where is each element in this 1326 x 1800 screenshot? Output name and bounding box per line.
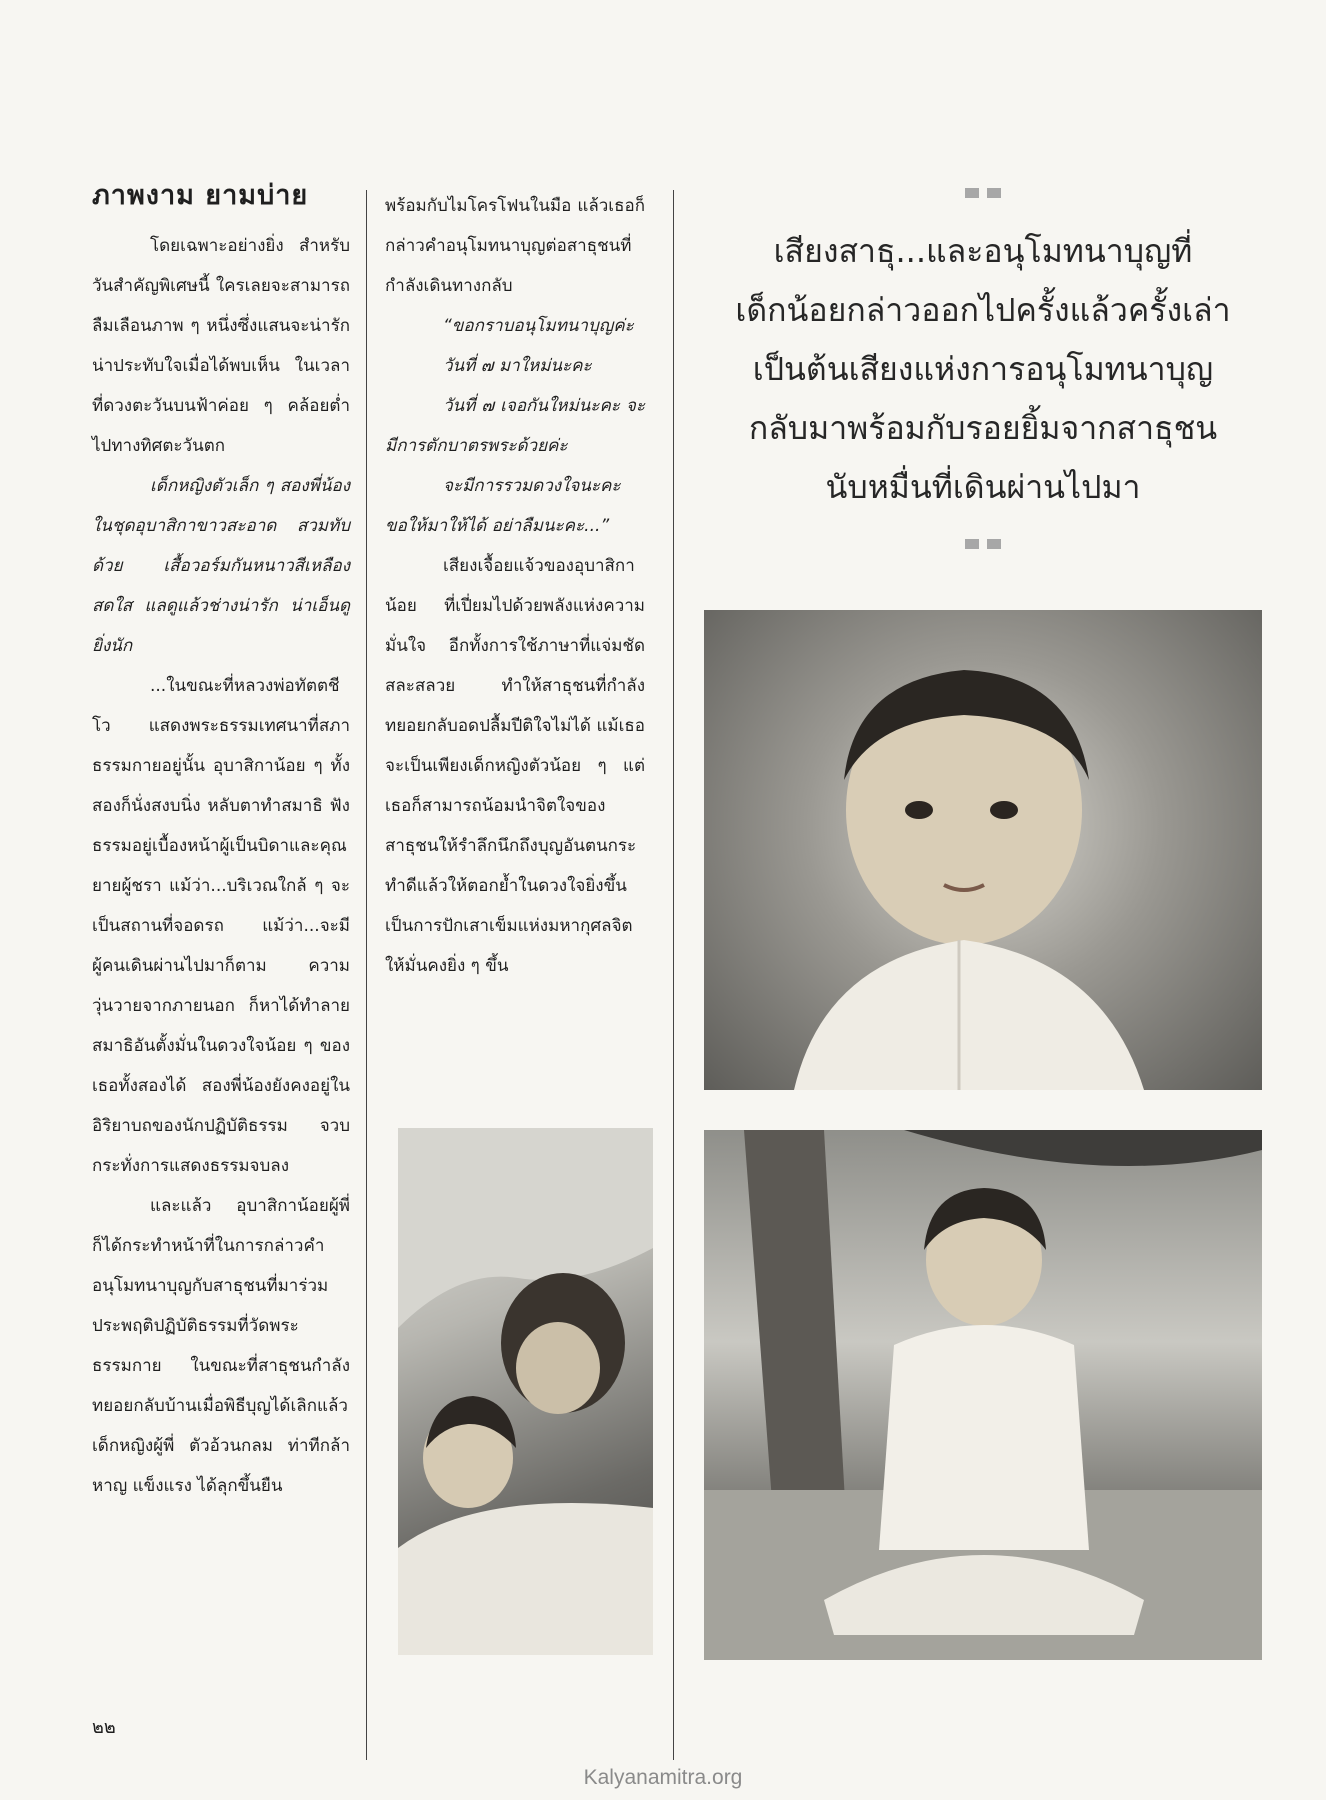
pull-quote-text: เสียงสาธุ...และอนุโมทนาบุญที่ เด็กน้อยกล่าวออกไปครั้งแล้วครั้งเล่า เป็นต้นเสียงแห่งการอนุโมทนาบุญ กลับมาพร้อมกับรอยยิ้มจากสาธุชน นับหมื่นที่เดินผ่านไปมา (735, 232, 1231, 506)
square-ornament-icon (987, 188, 1001, 198)
body-paragraph: เด็กหญิงตัวเล็ก ๆ สองพี่น้องในชุดอุบาสิกาขาวสะอาด สวมทับด้วย เสื้อวอร์มกันหนาวสีเหลืองสดใส แลดูแล้วช่างน่ารัก น่าเอ็นดูยิ่งนัก (92, 476, 350, 657)
photo-mother-and-child (398, 1128, 653, 1655)
section-title: ภาพงาม ยามบ่าย (92, 180, 309, 211)
ornament-top (683, 188, 1283, 198)
body-paragraph: โดยเฉพาะอย่างยิ่ง สำหรับวันสำคัญพิเศษนี้ ใครเลยจะสามารถลืมเลือนภาพ ๆ หนึ่งซึ่งแสนจะน่ารัก น่าประทับใจเมื่อได้พบเห็น ในเวลาที่ดวงตะวันบนฟ้าค่อย ๆ คล้อยต่ำไปทางทิศตะวันตก (92, 236, 350, 457)
body-paragraph: เสียงเจื้อยแจ้วของอุบาสิกาน้อย ที่เปี่ยมไปด้วยพลังแห่งความมั่นใจ อีกทั้งการใช้ภาษาที่แจ่มชัด สละสลวย ทำให้สาธุชนที่กำลังทยอยกลับอดปลื้มปีติใจไม่ได้ แม้เธอจะเป็นเพียงเด็กหญิงตัวน้อย ๆ แต่เธอก็สามารถน้อมนำจิตใจของสาธุชนให้รำลึกนึกถึงบุญอันตนกระทำดีแล้วให้ตอกย้ำในดวงใจยิ่งขึ้น เป็นการปักเสาเข็มแห่งมหากุศลจิตให้มั่นคงยิ่ง ๆ ขึ้น (385, 556, 645, 976)
quote-line: วันที่ ๗ มาใหม่นะคะ (443, 356, 592, 376)
page-number: ๒๒ (92, 1717, 116, 1738)
quote-line: จะมีการรวมดวงใจนะคะ ขอให้มาให้ได้ อย่าลืมนะคะ...” (385, 476, 621, 536)
left-column (92, 180, 350, 1506)
middle-column (385, 186, 645, 986)
body-paragraph: และแล้ว อุบาสิกาน้อยผู้พี่ ก็ได้กระทำหน้าที่ในการกล่าวคำอนุโมทนาบุญกับสาธุชนที่มาร่วมประพฤติปฏิบัติธรรมที่วัดพระธรรมกาย ในขณะที่สาธุชนกำลังทยอยกลับบ้านเมื่อพิธีบุญได้เลิกแล้ว เด็กหญิงผู้พี่ ตัวอ้วนกลม ท่าทีกล้าหาญ แข็งแรง ได้ลุกขึ้นยืน (92, 1196, 350, 1497)
square-ornament-icon (965, 539, 979, 549)
quote-line: “ขอกราบอนุโมทนาบุญค่ะ (443, 316, 634, 336)
quote-line: วันที่ ๗ เจอกันใหม่นะคะ จะมีการตักบาตรพระด้วยค่ะ (385, 396, 645, 456)
column-divider (673, 190, 674, 1760)
body-paragraph: พร้อมกับไมโครโฟนในมือ แล้วเธอก็กล่าวคำอนุโมทนาบุญต่อสาธุชนที่กำลังเดินทางกลับ (385, 196, 645, 296)
photo-child-meditating (704, 1130, 1262, 1660)
pull-quote (683, 188, 1283, 549)
body-paragraph: ...ในขณะที่หลวงพ่อทัตตชีโว แสดงพระธรรมเทศนาที่สภาธรรมกายอยู่นั้น อุบาสิกาน้อย ๆ ทั้งสองก็นั่งสงบนิ่ง หลับตาทำสมาธิ ฟังธรรมอยู่เบื้องหน้าผู้เป็นบิดาและคุณยายผู้ชรา แม้ว่า...บริเวณใกล้ ๆ จะเป็นสถานที่จอดรถ แม้ว่า...จะมีผู้คนเดินผ่านไปมาก็ตาม ความวุ่นวายจากภายนอก ก็หาได้ทำลายสมาธิอันตั้งมั่นในดวงใจน้อย ๆ ของเธอทั้งสองได้ สองพี่น้องยังคงอยู่ในอิริยาบถของนักปฏิบัติธรรม จวบกระทั่งการแสดงธรรมจบลง (92, 676, 350, 1177)
photo-child-portrait (704, 610, 1262, 1090)
square-ornament-icon (987, 539, 1001, 549)
square-ornament-icon (965, 188, 979, 198)
column-divider (366, 190, 367, 1760)
ornament-bottom (683, 539, 1283, 549)
watermark: Kalyanamitra.org (583, 1766, 743, 1789)
